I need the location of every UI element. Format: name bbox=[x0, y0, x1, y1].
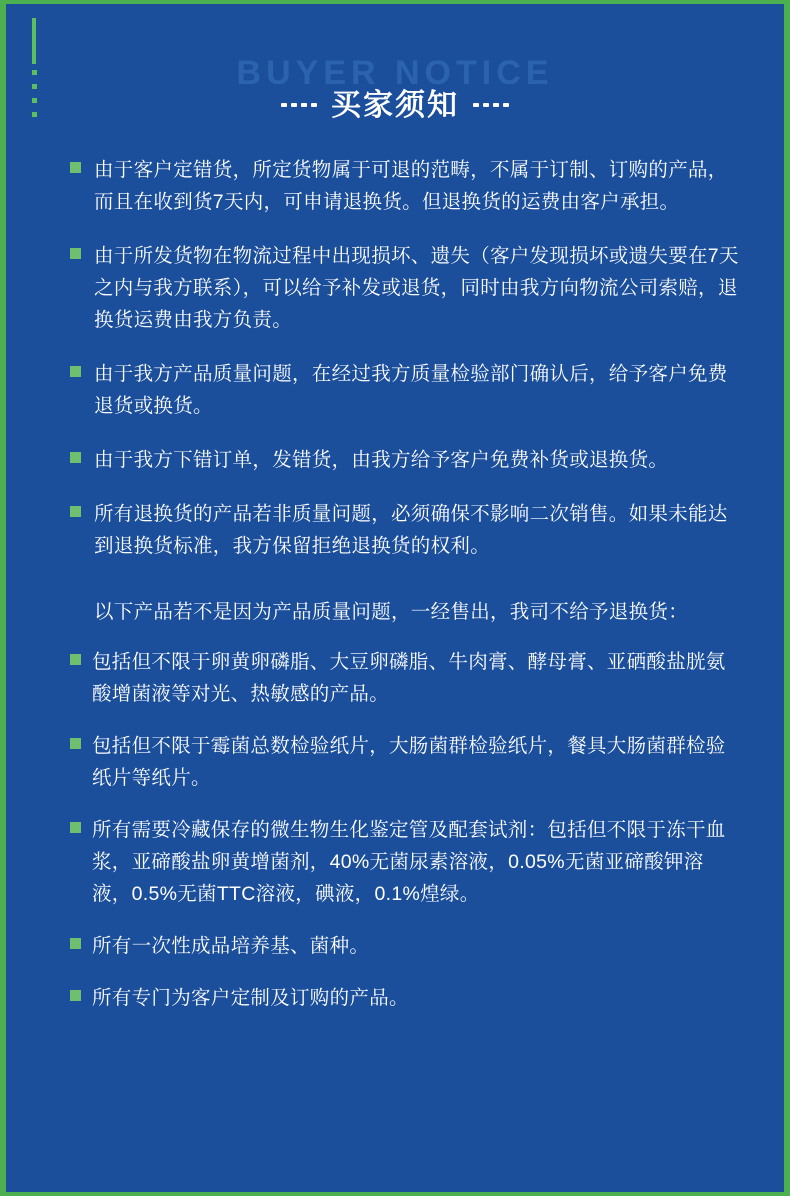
square-bullet-icon bbox=[70, 366, 81, 377]
list-item-text: 由于客户定错货，所定货物属于可退的范畴，不属于订制、订购的产品，而且在收到货7天内，可申请退换货。但退换货的运费由客户承担。 bbox=[94, 159, 728, 213]
list-item-text: 所有退换货的产品若非质量问题，必须确保不影响二次销售。如果未能达到退换货标准，我方保留拒绝退换货的权利。 bbox=[94, 503, 728, 557]
list-item bbox=[70, 646, 740, 710]
section-one bbox=[70, 154, 740, 562]
list-item bbox=[70, 240, 740, 336]
section-two-heading: 以下产品若不是因为产品质量问题，一经售出，我司不给予退换货： bbox=[94, 601, 689, 623]
list-item-text: 包括但不限于卵黄卵磷脂、大豆卵磷脂、牛肉膏、酵母膏、亚硒酸盐胱氨酸增菌液等对光、热敏感的产品。 bbox=[92, 651, 726, 705]
list-item-text: 所有需要冷藏保存的微生物生化鉴定管及配套试剂：包括但不限于冻干血浆，亚碲酸盐卵黄增菌剂，40%无菌尿素溶液，0.05%无菌亚碲酸钾溶液，0.5%无菌TTC溶液，碘液，0.1%煌绿。 bbox=[92, 819, 726, 905]
square-bullet-icon bbox=[70, 822, 81, 833]
square-bullet-icon bbox=[70, 654, 81, 665]
square-bullet-icon bbox=[70, 452, 81, 463]
list-item bbox=[70, 730, 740, 794]
page-title: 买家须知 bbox=[331, 89, 459, 122]
square-bullet-icon bbox=[70, 162, 81, 173]
list-item-text: 包括但不限于霉菌总数检验纸片，大肠菌群检验纸片，餐具大肠菌群检验纸片等纸片。 bbox=[92, 735, 726, 789]
list-item-text: 由于我方下错订单，发错货，由我方给予客户免费补货或退换货。 bbox=[94, 449, 669, 471]
list-item bbox=[70, 814, 740, 910]
list-item bbox=[70, 444, 740, 476]
list-item-text: 所有专门为客户定制及订购的产品。 bbox=[92, 987, 409, 1009]
section-two bbox=[70, 646, 740, 1014]
list-item bbox=[70, 982, 740, 1014]
list-item bbox=[70, 930, 740, 962]
notice-content bbox=[6, 136, 784, 1014]
list-item-text: 由于所发货物在物流过程中出现损坏、遗失（客户发现损坏或遗失要在7天之内与我方联系），可以给予补发或退货，同时由我方向物流公司索赔，退换货运费由我方负责。 bbox=[94, 245, 739, 331]
square-bullet-icon bbox=[70, 990, 81, 1001]
list-item-text: 由于我方产品质量问题，在经过我方质量检验部门确认后，给予客户免费退货或换货。 bbox=[94, 363, 728, 417]
title-row bbox=[6, 80, 784, 124]
dots-right-icon bbox=[473, 103, 509, 107]
list-item bbox=[70, 498, 740, 562]
list-item bbox=[70, 154, 740, 218]
ghost-title: BUYER NOTICE bbox=[236, 54, 554, 92]
square-bullet-icon bbox=[70, 738, 81, 749]
page-header bbox=[6, 4, 784, 136]
list-item bbox=[70, 358, 740, 422]
square-bullet-icon bbox=[70, 938, 81, 949]
square-bullet-icon bbox=[70, 506, 81, 517]
square-bullet-icon bbox=[70, 248, 81, 259]
dots-left-icon bbox=[281, 103, 317, 107]
list-item-text: 所有一次性成品培养基、菌种。 bbox=[92, 935, 370, 957]
